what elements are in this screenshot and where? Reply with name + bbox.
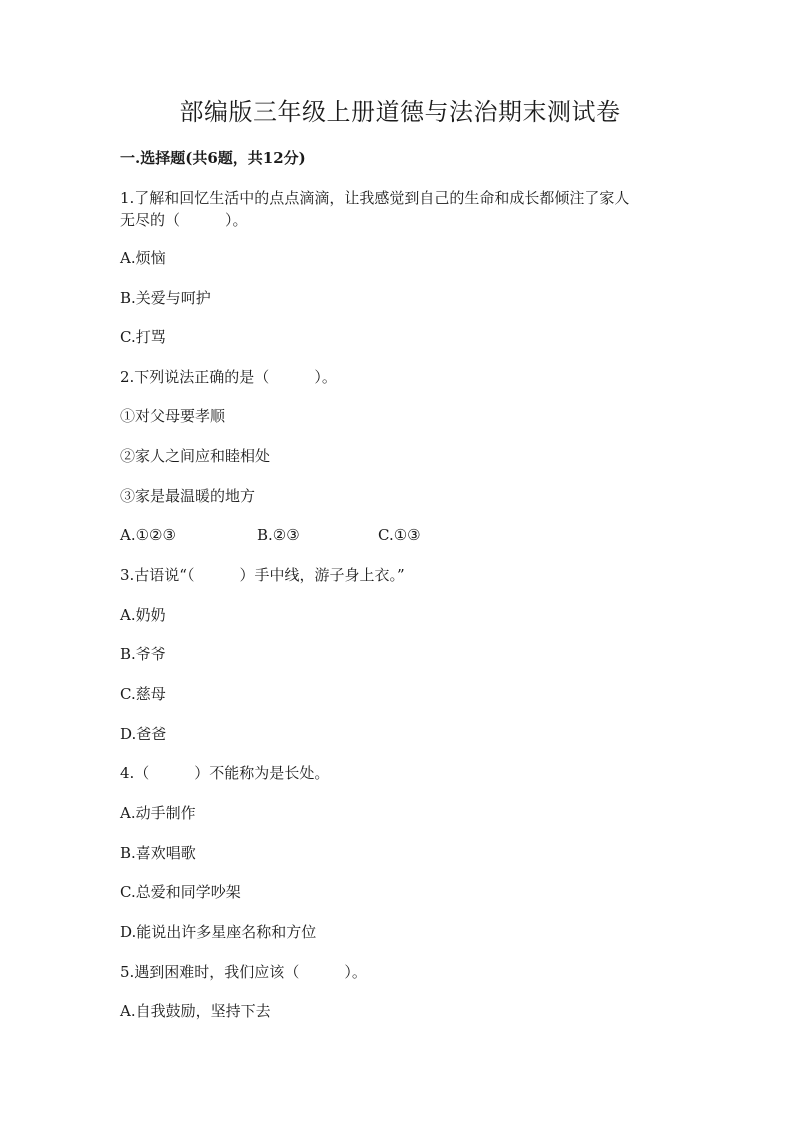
question-3-option-c: C.慈母 [120,685,166,703]
question-2-option-b: B.②③ [257,526,300,544]
question-3-option-a: A.奶奶 [120,606,166,624]
question-1-option-c: C.打骂 [120,328,166,346]
question-2-statement-2: ②家人之间应和睦相处 [120,447,271,465]
question-5-option-a: A.自我鼓励，坚持下去 [120,1002,271,1020]
question-1-option-a: A.烦恼 [120,249,166,267]
question-3-option-b: B.爷爷 [120,645,166,663]
question-3-stem: 3.古语说“（ ）手中线，游子身上衣。” [120,566,405,584]
question-2-option-c: C.①③ [378,526,421,544]
question-2-statement-3: ③家是最温暖的地方 [120,487,256,505]
question-4-option-c: C.总爱和同学吵架 [120,883,241,901]
question-1-stem-line2: 无尽的（ ）。 [120,211,248,229]
question-4-option-a: A.动手制作 [120,804,196,822]
question-2-statement-1: ①对父母要孝顺 [120,407,226,425]
question-1-stem-line1: 1.了解和回忆生活中的点点滴滴，让我感觉到自己的生命和成长都倾注了家人 [120,189,630,207]
question-3-option-d: D.爸爸 [120,725,167,743]
question-4-option-d: D.能说出许多星座名称和方位 [120,923,317,941]
question-2-stem: 2.下列说法正确的是（ ）。 [120,368,337,386]
question-2-option-a: A.①②③ [120,526,176,544]
section-heading: 一.选择题(共6题，共12分) [120,149,306,167]
question-1-option-b: B.关爱与呵护 [120,289,211,307]
question-5-stem: 5.遇到困难时，我们应该（ ）。 [120,963,367,981]
question-4-option-b: B.喜欢唱歌 [120,844,196,862]
page-title: 部编版三年级上册道德与法治期末测试卷 [179,98,621,126]
question-4-stem: 4.（ ）不能称为是长处。 [120,764,330,782]
